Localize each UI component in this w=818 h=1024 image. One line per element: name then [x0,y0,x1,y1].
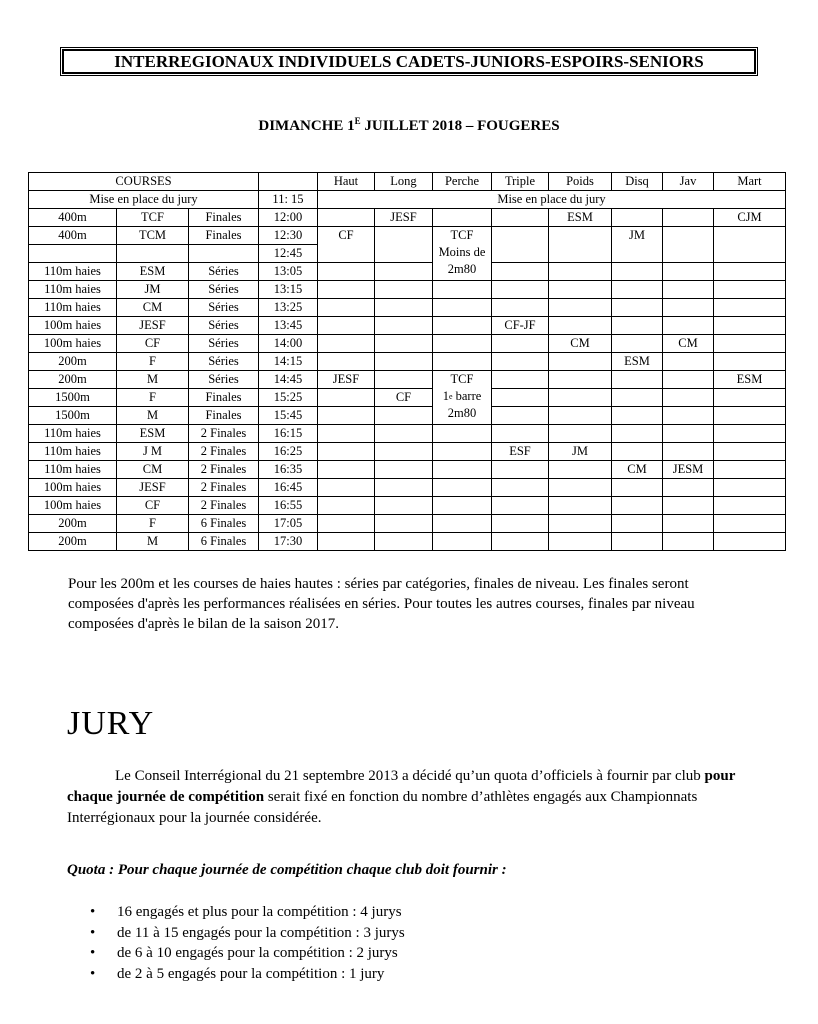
table-cell [492,209,549,227]
table-cell: 2 Finales [189,443,259,461]
header-cell: Triple [492,173,549,191]
table-row [29,425,786,443]
table-cell [549,425,612,443]
header-cell [259,173,318,191]
event-date-location: DIMANCHE $1^E$ JUILLET 2018 – FOUGERES [258,116,560,134]
table-cell: ESM [549,209,612,227]
table-cell [433,425,492,443]
quota-list [90,902,405,984]
table-row [29,443,786,461]
table-cell [433,209,492,227]
table-cell [318,299,375,317]
table-cell: Séries [189,299,259,317]
table-cell [433,533,492,551]
table-cell [612,299,663,317]
list-item: • de 6 à 10 engagés pour la compétition : 2 jurys [90,945,398,961]
list-item: • 16 engagés et plus pour la compétition : 4 jurys [90,904,402,920]
table-cell [492,281,549,299]
table-cell [375,281,433,299]
table-cell [612,407,663,425]
table-cell [492,407,549,425]
table-cell: 2 Finales [189,425,259,443]
table-cell [663,353,714,371]
table-cell [318,389,375,407]
table-cell: 400m [29,227,117,245]
table-cell: Séries [189,353,259,371]
table-cell: 2 Finales [189,461,259,479]
table-cell: 1500m [29,389,117,407]
table-cell [318,281,375,299]
table-row [29,353,786,371]
table-cell [433,335,492,353]
jury-paragraph: Le Conseil Interrégional du 21 septembre 2013 a décidé qu’un quota d’officiels à fournir par club pour chaque journée de compétition serait fixé en fonction du nombre d’athlètes engagés aux Championnats Interrégionaux pour la journée considérée. [67,768,736,826]
table-cell [714,479,786,497]
table-cell [612,389,663,407]
table-cell: 13:45 [259,317,318,335]
table-cell [663,227,714,263]
table-cell [492,389,549,407]
table-cell [663,263,714,281]
table-cell: 17:30 [259,533,318,551]
table-cell: 2 Finales [189,479,259,497]
table-cell: F [117,515,189,533]
table-cell: J M [117,443,189,461]
table-cell: JM [549,443,612,461]
table-cell [714,227,786,263]
table-cell [375,425,433,443]
table-cell: 14:15 [259,353,318,371]
table-cell [612,497,663,515]
table-cell [318,407,375,425]
table-cell [492,515,549,533]
table-cell: 13:25 [259,299,318,317]
table-cell: CF [117,497,189,515]
table-cell [318,317,375,335]
table-cell: Séries [189,263,259,281]
table-cell [663,317,714,335]
table-cell [318,353,375,371]
table-row [29,479,786,497]
table-cell: 15:45 [259,407,318,425]
table-cell [714,335,786,353]
table-cell: 6 Finales [189,515,259,533]
list-item: • de 11 à 15 engagés pour la compétition : 3 jurys [90,924,405,941]
table-cell [612,209,663,227]
table-cell: Finales [189,227,259,245]
table-row [29,389,786,407]
table-cell [714,497,786,515]
table-cell: JESF [117,479,189,497]
table-cell: CF [318,227,375,263]
table-cell [375,353,433,371]
schedule-note: Pour les 200m et les courses de haies hautes : séries par catégories, finales de niveau. Les finales seront composées d'après les performances réalisées en séries. Pour toutes les autres courses, finales par niveau composées d'après le bilan de la saison 2017. [68,576,695,632]
table-row [29,533,786,551]
table-row [29,515,786,533]
table-cell [375,497,433,515]
table-cell [714,461,786,479]
table-cell [318,263,375,281]
table-cell: M [117,533,189,551]
table-cell: 110m haies [29,299,117,317]
table-cell: 100m haies [29,479,117,497]
table-cell [549,389,612,407]
perche-note: TCF 1e barre 2m80 [433,371,492,425]
table-cell [663,497,714,515]
table-cell [318,335,375,353]
table-cell: M [117,407,189,425]
table-cell [714,353,786,371]
table-cell: Séries [189,281,259,299]
table-cell: 16:55 [259,497,318,515]
table-cell [663,371,714,389]
table-cell [549,263,612,281]
table-cell: Séries [189,317,259,335]
table-cell [663,515,714,533]
table-cell [433,299,492,317]
table-cell [433,443,492,461]
table-cell: Finales [189,389,259,407]
table-row [29,407,786,425]
table-cell [375,443,433,461]
table-row [29,335,786,353]
table-cell [375,335,433,353]
table-row [29,371,786,389]
table-row [29,209,786,227]
table-row [29,461,786,479]
header-cell: Perche [433,173,492,191]
table-cell: F [117,389,189,407]
table-cell: 110m haies [29,425,117,443]
header-cell: Disq [612,173,663,191]
table-cell [663,281,714,299]
table-cell [492,263,549,281]
table-cell: 6 Finales [189,533,259,551]
table-cell [612,281,663,299]
table-cell: Finales [189,209,259,227]
table-row [29,497,786,515]
perche-note: TCF Moins de 2m80 [433,227,492,281]
table-cell [612,371,663,389]
table-cell: CM [612,461,663,479]
table-cell [318,497,375,515]
table-cell [318,515,375,533]
table-cell: 100m haies [29,317,117,335]
table-cell [549,227,612,263]
table-cell [612,479,663,497]
table-row [29,173,786,191]
table-cell [612,515,663,533]
table-cell [318,443,375,461]
table-cell [492,335,549,353]
table-cell [433,479,492,497]
table-cell [663,425,714,443]
table-cell [663,479,714,497]
table-cell [549,461,612,479]
table-cell [549,407,612,425]
table-cell: 200m [29,533,117,551]
table-cell: 1500m [29,407,117,425]
table-cell [612,533,663,551]
table-cell [549,533,612,551]
table-cell: 14:00 [259,335,318,353]
table-cell: 200m [29,353,117,371]
table-cell [433,317,492,335]
table-cell [375,479,433,497]
table-cell [549,281,612,299]
table-cell: 11: 15 [259,191,318,209]
table-cell: JESF [117,317,189,335]
table-cell [492,533,549,551]
table-cell: 12:30 [259,227,318,245]
header-cell: Jav [663,173,714,191]
table-cell [714,299,786,317]
table-cell: 100m haies [29,335,117,353]
table-cell [318,479,375,497]
table-cell: 15:25 [259,389,318,407]
table-row [29,281,786,299]
table-cell [714,281,786,299]
table-cell: 200m [29,515,117,533]
table-cell [433,515,492,533]
table-cell [375,371,433,389]
table-cell: 14:45 [259,371,318,389]
table-cell [612,335,663,353]
table-cell: 16:25 [259,443,318,461]
quota-heading: Quota : Pour chaque journée de compétition chaque club doit fournir : [67,862,507,878]
table-cell [714,317,786,335]
table-cell [714,407,786,425]
table-cell: Séries [189,335,259,353]
table-cell: ESM [612,353,663,371]
table-cell: TCM [117,227,189,245]
table-cell [492,497,549,515]
table-cell [492,353,549,371]
table-row [29,191,786,209]
table-cell: CM [549,335,612,353]
header-cell: Haut [318,173,375,191]
table-cell: ESM [714,371,786,389]
table-cell [492,425,549,443]
table-cell: 200m [29,371,117,389]
table-cell: JESF [318,371,375,389]
table-cell [117,245,189,263]
table-cell: Finales [189,407,259,425]
table-row [29,299,786,317]
table-cell: 13:05 [259,263,318,281]
table-cell [714,389,786,407]
table-cell [549,479,612,497]
table-cell: CF [375,389,433,407]
table-cell [492,461,549,479]
table-cell [189,245,259,263]
table-cell [663,407,714,425]
table-row [29,227,786,245]
table-cell: 12:45 [259,245,318,263]
table-cell: 400m [29,209,117,227]
table-cell [549,353,612,371]
table-cell: 17:05 [259,515,318,533]
table-cell: 110m haies [29,263,117,281]
table-cell [318,425,375,443]
table-cell [492,479,549,497]
table-cell [549,515,612,533]
table-cell [663,389,714,407]
table-cell: TCF [117,209,189,227]
table-cell: CF-JF [492,317,549,335]
header-cell: Mart [714,173,786,191]
table-cell [714,533,786,551]
table-cell: 13:15 [259,281,318,299]
table-cell: CF [117,335,189,353]
jury-heading: JURY [67,705,155,742]
table-cell: 16:35 [259,461,318,479]
table-cell: CM [117,299,189,317]
table-cell: 100m haies [29,497,117,515]
table-cell: M [117,371,189,389]
table-cell [375,533,433,551]
list-item: • de 2 à 5 engagés pour la compétition : 1 jury [90,965,385,982]
table-cell: 12:00 [259,209,318,227]
table-cell: JM [612,227,663,263]
table-cell [433,353,492,371]
table-cell: JM [117,281,189,299]
table-cell: 110m haies [29,443,117,461]
table-cell [549,317,612,335]
table-cell: CM [117,461,189,479]
schedule-table [28,172,786,551]
header-cell: Long [375,173,433,191]
table-cell [318,209,375,227]
table-row [29,317,786,335]
table-cell: Mise en place du jury [318,191,786,209]
table-cell: ESM [117,263,189,281]
table-cell: 16:15 [259,425,318,443]
table-cell [612,443,663,461]
table-cell [663,443,714,461]
table-cell [612,263,663,281]
table-cell [663,533,714,551]
table-cell [549,299,612,317]
table-cell: ESM [117,425,189,443]
table-cell [433,497,492,515]
table-cell [318,533,375,551]
table-cell: 16:45 [259,479,318,497]
table-cell [714,515,786,533]
table-cell: CM [663,335,714,353]
table-cell [714,263,786,281]
table-row [29,263,786,281]
table-cell [375,515,433,533]
table-cell [612,317,663,335]
table-cell [375,299,433,317]
table-cell [375,263,433,281]
table-cell [549,371,612,389]
table-cell [612,425,663,443]
table-cell [433,461,492,479]
table-cell [375,407,433,425]
table-cell [375,227,433,263]
table-cell [714,425,786,443]
table-cell: 2 Finales [189,497,259,515]
table-cell [375,317,433,335]
table-cell [492,299,549,317]
table-cell: F [117,353,189,371]
table-cell [29,245,117,263]
table-cell: 110m haies [29,461,117,479]
table-cell [492,371,549,389]
header-cell: COURSES [29,173,259,191]
table-cell [318,461,375,479]
table-cell [375,461,433,479]
table-cell [663,299,714,317]
table-cell: Séries [189,371,259,389]
table-cell: CJM [714,209,786,227]
table-cell: 110m haies [29,281,117,299]
table-cell: JESM [663,461,714,479]
header-cell: Poids [549,173,612,191]
table-cell: Mise en place du jury [29,191,259,209]
table-cell [433,281,492,299]
table-cell [663,209,714,227]
document-title: INTERREGIONAUX INDIVIDUELS CADETS-JUNIORS-ESPOIRS-SENIORS [62,49,756,74]
table-cell: ESF [492,443,549,461]
table-cell: JESF [375,209,433,227]
table-cell [492,227,549,263]
table-cell [714,443,786,461]
table-cell [549,497,612,515]
